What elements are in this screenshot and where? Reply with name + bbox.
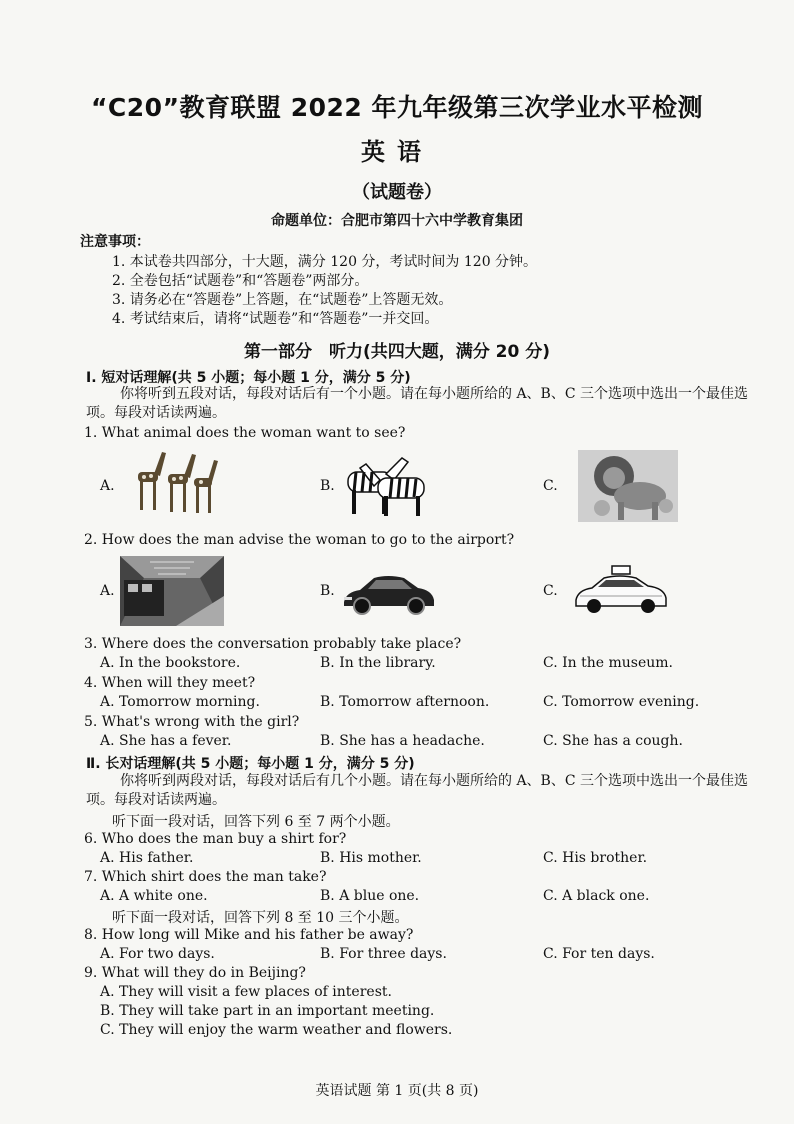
option-label: A. bbox=[100, 583, 115, 599]
setter-unit: 命题单位：合肥市第四十六中学教育集团 bbox=[271, 213, 523, 229]
option-text: B. They will take part in an important meeting. bbox=[100, 1003, 435, 1019]
dialogue-prompt: 听下面一段对话，回答下列 6 至 7 两个小题。 bbox=[112, 814, 400, 830]
option-label: C. bbox=[543, 478, 558, 494]
option-label: C. bbox=[543, 583, 558, 599]
question-stem: 3. Where does the conversation probably take place? bbox=[84, 636, 462, 652]
option-text: C. Tomorrow evening. bbox=[543, 694, 700, 710]
section-title: Ⅰ. 短对话理解(共 5 小题；每小题 1 分，满分 5 分) bbox=[86, 370, 411, 386]
zebra-picture bbox=[340, 452, 436, 518]
taxi-picture bbox=[570, 564, 670, 620]
question-stem: 6. Who does the man buy a shirt for? bbox=[84, 831, 347, 847]
question-stem: 5. What's wrong with the girl? bbox=[84, 714, 300, 730]
option-text: A. For two days. bbox=[100, 946, 215, 962]
option-text: A. They will visit a few places of interest. bbox=[100, 984, 392, 1000]
question-stem: 1. What animal does the woman want to see? bbox=[84, 425, 406, 441]
question-stem: 8. How long will Mike and his father be away? bbox=[84, 927, 414, 943]
option-text: B. In the library. bbox=[320, 655, 436, 671]
option-text: A. His father. bbox=[100, 850, 194, 866]
note-item: 4. 考试结束后，请将“试题卷”和“答题卷”一并交回。 bbox=[112, 311, 439, 327]
car-picture bbox=[338, 568, 438, 618]
option-label: B. bbox=[320, 583, 335, 599]
subject-title: 英语 bbox=[361, 138, 433, 166]
question-stem: 4. When will they meet? bbox=[84, 675, 256, 691]
page-footer: 英语试题 第 1 页(共 8 页) bbox=[315, 1083, 479, 1099]
note-item: 1. 本试卷共四部分，十大题，满分 120 分，考试时间为 120 分钟。 bbox=[112, 254, 538, 270]
option-text: B. A blue one. bbox=[320, 888, 420, 904]
lion-picture bbox=[578, 450, 678, 522]
option-text: B. Tomorrow afternoon. bbox=[320, 694, 490, 710]
option-label: B. bbox=[320, 478, 335, 494]
option-text: A. Tomorrow morning. bbox=[100, 694, 260, 710]
paper-type: （试题卷） bbox=[352, 182, 442, 203]
question-stem: 7. Which shirt does the man take? bbox=[84, 869, 327, 885]
option-text: A. She has a fever. bbox=[100, 733, 232, 749]
option-text: B. She has a headache. bbox=[320, 733, 485, 749]
giraffe-picture bbox=[124, 450, 224, 520]
part-title: 第一部分 听力(共四大题，满分 20 分) bbox=[243, 342, 551, 362]
option-text: C. They will enjoy the warm weather and flowers. bbox=[100, 1022, 453, 1038]
exam-title: “C20”教育联盟 2022 年九年级第三次学业水平检测 bbox=[91, 93, 703, 122]
option-text: C. In the museum. bbox=[543, 655, 673, 671]
option-text: C. A black one. bbox=[543, 888, 650, 904]
section-title: Ⅱ. 长对话理解(共 5 小题；每小题 1 分，满分 5 分) bbox=[86, 756, 415, 772]
dialogue-prompt: 听下面一段对话，回答下列 8 至 10 三个小题。 bbox=[112, 910, 409, 926]
note-item: 2. 全卷包括“试题卷”和“答题卷”两部分。 bbox=[112, 273, 369, 289]
option-text: A. In the bookstore. bbox=[100, 655, 241, 671]
section-instruction: 你将听到两段对话，每段对话后有几个小题。请在每小题所给的 A、B、C 三个选项中选出一个最佳选项。每段对话读两遍。 bbox=[86, 773, 749, 808]
subway-picture bbox=[120, 556, 224, 626]
option-text: C. For ten days. bbox=[543, 946, 655, 962]
question-stem: 2. How does the man advise the woman to go to the airport? bbox=[84, 532, 515, 548]
option-text: A. A white one. bbox=[100, 888, 208, 904]
option-text: C. His brother. bbox=[543, 850, 648, 866]
option-text: B. His mother. bbox=[320, 850, 422, 866]
option-text: B. For three days. bbox=[320, 946, 447, 962]
question-stem: 9. What will they do in Beijing? bbox=[84, 965, 306, 981]
notes-heading: 注意事项： bbox=[80, 234, 150, 250]
option-text: C. She has a cough. bbox=[543, 733, 683, 749]
section-instruction: 你将听到五段对话，每段对话后有一个小题。请在每小题所给的 A、B、C 三个选项中选出一个最佳选项。每段对话读两遍。 bbox=[86, 386, 749, 421]
note-item: 3. 请务必在“答题卷”上答题，在“试题卷”上答题无效。 bbox=[112, 292, 453, 308]
option-label: A. bbox=[100, 478, 115, 494]
